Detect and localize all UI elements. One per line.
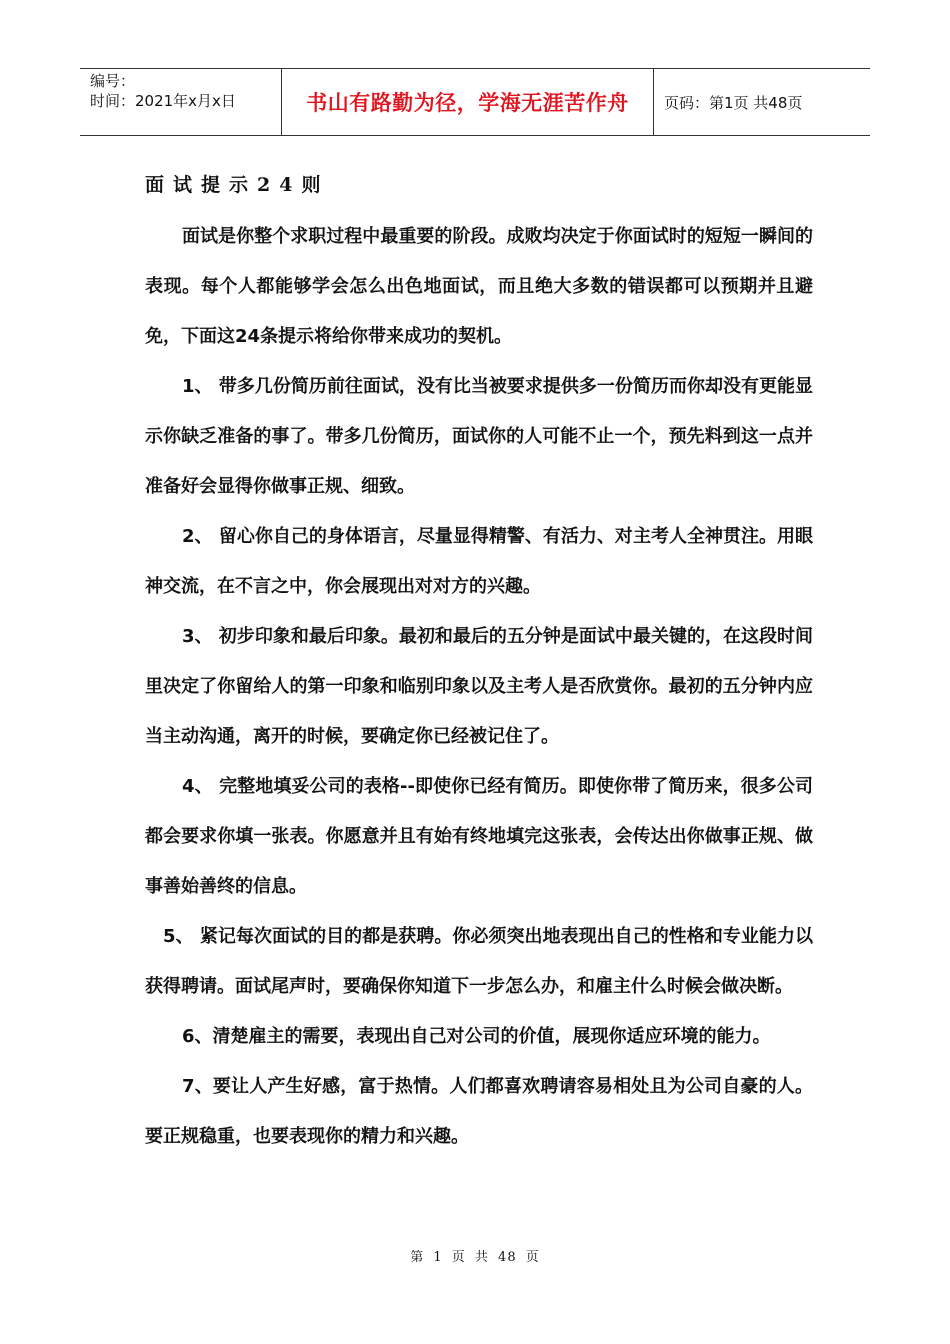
tip-paragraph-4: 4、 完整地填妥公司的表格--即使你已经有简历。即使你带了简历来，很多公司都会要求你填一张表。你愿意并且有始有终地填完这张表，会传达出你做事正规、做事善始善终的信息。 [145, 776, 813, 897]
tip-paragraph-6: 6、清楚雇主的需要，表现出自己对公司的价值，展现你适应环境的能力。 [182, 1026, 771, 1047]
tip-paragraph-1: 1、 带多几份简历前往面试，没有比当被要求提供多一份简历而你却没有更能显示你缺乏准备的事了。带多几份简历，面试你的人可能不止一个，预先料到这一点并准备好会显得你做事正规、细致。 [145, 376, 813, 497]
document-header [80, 68, 870, 136]
number-label: 编号： [90, 72, 136, 90]
tip-paragraph-2: 2、 留心你自己的身体语言，尽量显得精警、有活力、对主考人全神贯注。用眼神交流，在不言之中，你会展现出对对方的兴趣。 [145, 526, 813, 597]
page-footer: 第 1 页 共 48 页 [410, 1250, 540, 1265]
header-meta-cell [80, 69, 282, 135]
intro-paragraph: 面试是你整个求职过程中最重要的阶段。成败均决定于你面试时的短短一瞬间的表现。每个人都能够学会怎么出色地面试，而且绝大多数的错误都可以预期并且避免，下面这24条提示将给你带来成功的契机。 [145, 226, 813, 347]
header-page-info: 页码：第1页 共48页 [664, 93, 803, 112]
header-motto: 书山有路勤为径，学海无涯苦作舟 [282, 69, 654, 135]
document-title: 面试提示24则 [145, 174, 330, 196]
tip-paragraph-3: 3、 初步印象和最后印象。最初和最后的五分钟是面试中最关键的，在这段时间里决定了你留给人的第一印象和临别印象以及主考人是否欣赏你。最初的五分钟内应当主动沟通，离开的时候，要确定你已经被记住了。 [145, 626, 813, 747]
document-body [145, 212, 813, 1162]
tip-paragraph-5: 5、 紧记每次面试的目的都是获聘。你必须突出地表现出自己的性格和专业能力以获得聘请。面试尾声时，要确保你知道下一步怎么办，和雇主什么时候会做决断。 [145, 926, 813, 997]
time-label: 时间：2021年x月x日 [90, 92, 236, 110]
tip-paragraph-7: 7、要让人产生好感，富于热情。人们都喜欢聘请容易相处且为公司自豪的人。要正规稳重，也要表现你的精力和兴趣。 [145, 1076, 813, 1147]
